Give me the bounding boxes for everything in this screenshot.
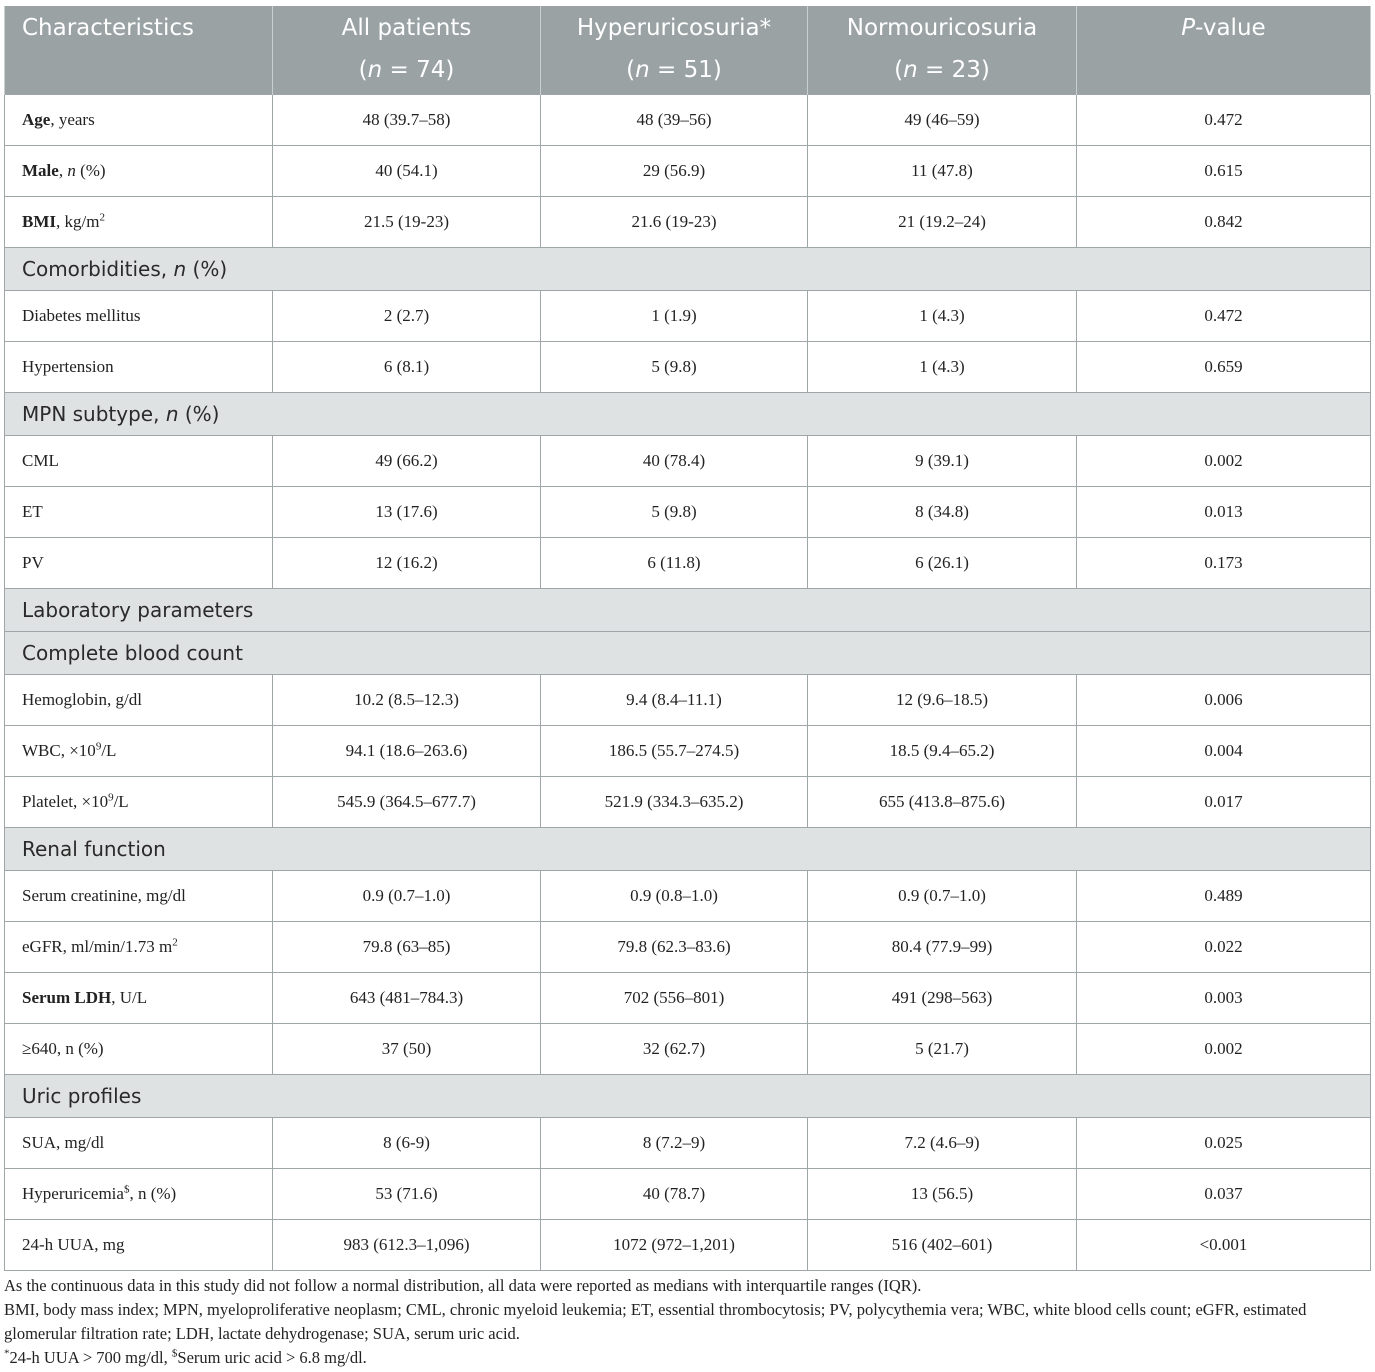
cell-all: 79.8 (63–85) (273, 922, 541, 973)
cell-all: 643 (481–784.3) (273, 973, 541, 1024)
row-label: SUA, mg/dl (5, 1118, 273, 1169)
cell-normo: 491 (298–563) (808, 973, 1077, 1024)
cell-p: 0.489 (1077, 871, 1371, 922)
section-row (5, 393, 1371, 436)
cell-all: 94.1 (18.6–263.6) (273, 726, 541, 777)
section-uric: Uric profiles (5, 1075, 1371, 1118)
cell-all: 983 (612.3–1,096) (273, 1220, 541, 1271)
cell-hyper: 521.9 (334.3–635.2) (541, 777, 808, 828)
cell-all: 37 (50) (273, 1024, 541, 1075)
cell-normo: 7.2 (4.6–9) (808, 1118, 1077, 1169)
section-mpn: MPN subtype, n (%) (5, 393, 1371, 436)
cell-hyper: 48 (39–56) (541, 95, 808, 146)
cell-hyper: 1 (1.9) (541, 291, 808, 342)
table-row (5, 973, 1371, 1024)
table-container (4, 6, 1370, 1370)
cell-all: 48 (39.7–58) (273, 95, 541, 146)
header-characteristics: Characteristics (5, 6, 273, 50)
cell-p: 0.472 (1077, 95, 1371, 146)
cell-p: 0.006 (1077, 675, 1371, 726)
table-row (5, 436, 1371, 487)
cell-p: <0.001 (1077, 1220, 1371, 1271)
cell-hyper: 1072 (972–1,201) (541, 1220, 808, 1271)
row-label: eGFR, ml/min/1.73 $m^2$ (5, 922, 273, 973)
cell-p: 0.659 (1077, 342, 1371, 393)
cell-p: 0.002 (1077, 1024, 1371, 1075)
cell-p: 0.002 (1077, 436, 1371, 487)
header-p-empty (1077, 50, 1371, 95)
cell-hyper: 5 (9.8) (541, 487, 808, 538)
cell-normo: 12 (9.6–18.5) (808, 675, 1077, 726)
cell-all: 8 (6-9) (273, 1118, 541, 1169)
cell-hyper: 32 (62.7) (541, 1024, 808, 1075)
table-row (5, 1024, 1371, 1075)
table-row (5, 1220, 1371, 1271)
cell-p: 0.013 (1077, 487, 1371, 538)
cell-normo: 21 (19.2–24) (808, 197, 1077, 248)
row-label: Hyperuricemia$, n (%) (5, 1169, 273, 1220)
row-label: Hemoglobin, g/dl (5, 675, 273, 726)
table-row (5, 1118, 1371, 1169)
header-all-patients: All patients (273, 6, 541, 50)
cell-p: 0.842 (1077, 197, 1371, 248)
cell-hyper: 40 (78.4) (541, 436, 808, 487)
cell-all: 21.5 (19-23) (273, 197, 541, 248)
table-row (5, 95, 1371, 146)
cell-all: 53 (71.6) (273, 1169, 541, 1220)
row-label: Diabetes mellitus (5, 291, 273, 342)
cell-normo: 655 (413.8–875.6) (808, 777, 1077, 828)
characteristics-table (4, 6, 1371, 1271)
table-row (5, 675, 1371, 726)
cell-normo: 5 (21.7) (808, 1024, 1077, 1075)
row-label: 24-h UUA, mg (5, 1220, 273, 1271)
row-label: Serum LDH, U/L (5, 973, 273, 1024)
table-row (5, 291, 1371, 342)
row-label: ET (5, 487, 273, 538)
table-body (5, 95, 1371, 1271)
cell-hyper: 0.9 (0.8–1.0) (541, 871, 808, 922)
table-row (5, 197, 1371, 248)
cell-all: 10.2 (8.5–12.3) (273, 675, 541, 726)
cell-all: 12 (16.2) (273, 538, 541, 589)
cell-all: 40 (54.1) (273, 146, 541, 197)
section-comorbidities: Comorbidities, n (%) (5, 248, 1371, 291)
cell-hyper: 40 (78.7) (541, 1169, 808, 1220)
table-row (5, 538, 1371, 589)
cell-normo: 13 (56.5) (808, 1169, 1077, 1220)
section-laboratory: Laboratory parameters (5, 589, 1371, 632)
section-row (5, 1075, 1371, 1118)
cell-p: 0.173 (1077, 538, 1371, 589)
cell-all: 2 (2.7) (273, 291, 541, 342)
row-label: Male, n (%) (5, 146, 273, 197)
section-row (5, 828, 1371, 871)
row-label: ≥640, n (%) (5, 1024, 273, 1075)
row-label: Hypertension (5, 342, 273, 393)
row-label: Serum creatinine, mg/dl (5, 871, 273, 922)
header-hyperuricosuria: Hyperuricosuria* (541, 6, 808, 50)
cell-all: 0.9 (0.7–1.0) (273, 871, 541, 922)
section-cbc: Complete blood count (5, 632, 1371, 675)
cell-normo: 9 (39.1) (808, 436, 1077, 487)
cell-p: 0.615 (1077, 146, 1371, 197)
table-row (5, 146, 1371, 197)
table-row (5, 726, 1371, 777)
cell-hyper: 702 (556–801) (541, 973, 808, 1024)
header-row-2 (5, 50, 1371, 95)
cell-all: 545.9 (364.5–677.7) (273, 777, 541, 828)
cell-all: 13 (17.6) (273, 487, 541, 538)
table-row (5, 922, 1371, 973)
row-label: CML (5, 436, 273, 487)
cell-p: 0.037 (1077, 1169, 1371, 1220)
header-normo-n: (n = 23) (808, 50, 1077, 95)
table-footnotes (4, 1274, 1370, 1370)
row-label: BMI, $kg/m^2$ (5, 197, 273, 248)
row-label: WBC, $\times 10^9/L$ (5, 726, 273, 777)
row-label: Platelet, $\times 10^9/L$ (5, 777, 273, 828)
table-row (5, 871, 1371, 922)
cell-all: 6 (8.1) (273, 342, 541, 393)
cell-all: 49 (66.2) (273, 436, 541, 487)
header-empty (5, 50, 273, 95)
cell-hyper: 6 (11.8) (541, 538, 808, 589)
cell-hyper: 9.4 (8.4–11.1) (541, 675, 808, 726)
cell-hyper: 29 (56.9) (541, 146, 808, 197)
cell-normo: 1 (4.3) (808, 291, 1077, 342)
cell-hyper: 8 (7.2–9) (541, 1118, 808, 1169)
section-row (5, 632, 1371, 675)
cell-hyper: 186.5 (55.7–274.5) (541, 726, 808, 777)
cell-normo: 49 (46–59) (808, 95, 1077, 146)
cell-normo: 11 (47.8) (808, 146, 1077, 197)
footnote-distribution: As the continuous data in this study did not follow a normal distribution, all data were reported as medians with interquartile ranges (IQR). (4, 1276, 922, 1295)
section-row (5, 589, 1371, 632)
header-p-value: P-value (1077, 6, 1371, 50)
cell-p: 0.003 (1077, 973, 1371, 1024)
header-hyper-n: (n = 51) (541, 50, 808, 95)
table-header (5, 6, 1371, 95)
header-row-1 (5, 6, 1371, 50)
table-row (5, 342, 1371, 393)
cell-p: 0.472 (1077, 291, 1371, 342)
cell-normo: 8 (34.8) (808, 487, 1077, 538)
row-label: PV (5, 538, 273, 589)
table-row (5, 487, 1371, 538)
footnote-definitions: *24-h UUA > 700 mg/dl, $Serum uric acid > 6.8 mg/dl. (4, 1347, 367, 1367)
row-label: Age, years (5, 95, 273, 146)
cell-p: 0.004 (1077, 726, 1371, 777)
cell-p: 0.017 (1077, 777, 1371, 828)
table-row (5, 1169, 1371, 1220)
cell-p: 0.025 (1077, 1118, 1371, 1169)
cell-hyper: 21.6 (19-23) (541, 197, 808, 248)
cell-normo: 516 (402–601) (808, 1220, 1077, 1271)
cell-normo: 6 (26.1) (808, 538, 1077, 589)
header-normouricosuria: Normouricosuria (808, 6, 1077, 50)
cell-normo: 0.9 (0.7–1.0) (808, 871, 1077, 922)
section-renal: Renal function (5, 828, 1371, 871)
cell-normo: 1 (4.3) (808, 342, 1077, 393)
footnote-abbreviations: BMI, body mass index; MPN, myeloproliferative neoplasm; CML, chronic myeloid leukemia; ET, essential thrombocytosis; PV, polycythemia vera; WBC, white blood cells count; eGFR, estimated glomerular filtration rate; LDH, lactate dehydrogenase; SUA, serum uric acid. (4, 1300, 1307, 1343)
section-row (5, 248, 1371, 291)
header-all-n: (n = 74) (273, 50, 541, 95)
cell-hyper: 79.8 (62.3–83.6) (541, 922, 808, 973)
cell-normo: 80.4 (77.9–99) (808, 922, 1077, 973)
cell-hyper: 5 (9.8) (541, 342, 808, 393)
cell-p: 0.022 (1077, 922, 1371, 973)
cell-normo: 18.5 (9.4–65.2) (808, 726, 1077, 777)
table-row (5, 777, 1371, 828)
